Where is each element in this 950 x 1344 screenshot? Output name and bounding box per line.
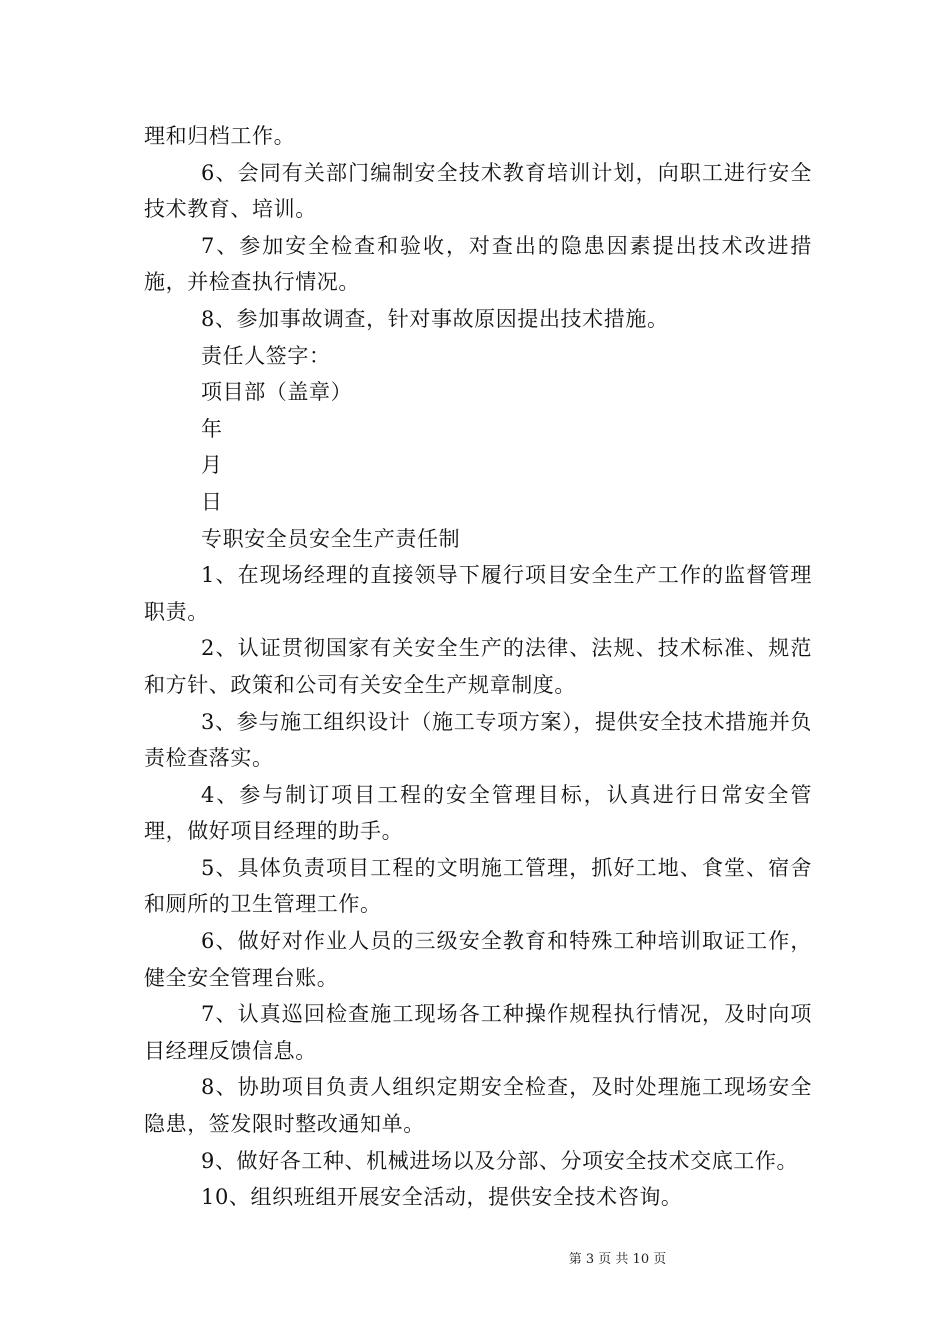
paragraph-item-8: 8、参加事故调查，针对事故原因提出技术措施。: [201, 306, 669, 331]
duty-item-4: 4、参与制订项目工程的安全管理目标，认真进行日常安全管理，做好项目经理的助手。: [144, 782, 812, 844]
duty-item-7: 7、认真巡回检查施工现场各工种操作规程执行情况，及时向项目经理反馈信息。: [144, 1002, 812, 1063]
page-number: 第 3 页 共 10 页: [568, 1252, 667, 1267]
duty-item-5: 5、具体负责项目工程的文明施工管理，抓好工地、食堂、宿舍和厕所的卫生管理工作。: [144, 855, 812, 917]
paragraph-item-6: 6、会同有关部门编制安全技术教育培训计划，向职工进行安全技术教育、培训。: [144, 160, 812, 222]
paragraph-continuation: 理和归档工作。: [144, 124, 296, 148]
date-month-label: 月: [201, 453, 223, 478]
duty-item-10: 10、组织班组开展安全活动，提供安全技术咨询。: [201, 1185, 683, 1210]
duty-item-8: 8、协助项目负责人组织定期安全检查，及时处理施工现场安全隐患，签发限时整改通知单。: [144, 1075, 812, 1137]
signature-label: 责任人签字：: [201, 343, 331, 368]
duty-item-3: 3、参与施工组织设计（施工专项方案），提供安全技术措施并负责检查落实。: [144, 709, 812, 771]
paragraph-item-7: 7、参加安全检查和验收，对查出的隐患因素提出技术改进措施，并检查执行情况。: [144, 233, 812, 295]
page-footer: [0, 1248, 950, 1267]
document-body: [144, 118, 812, 1216]
project-stamp-label: 项目部（盖章）: [201, 380, 353, 405]
duty-item-9: 9、做好各工种、机械进场以及分部、分项安全技术交底工作。: [201, 1148, 799, 1173]
section-title: 专职安全员安全生产责任制: [201, 526, 461, 551]
duty-item-1: 1、在现场经理的直接领导下履行项目安全生产工作的监督管理职责。: [144, 563, 812, 624]
date-year-label: 年: [201, 416, 223, 441]
duty-item-2: 2、认证贯彻国家有关安全生产的法律、法规、技术标准、规范和方针、政策和公司有关安全生产规章制度。: [144, 636, 812, 697]
duty-item-6: 6、做好对作业人员的三级安全教育和特殊工种培训取证工作，健全安全管理台账。: [144, 929, 812, 990]
date-day-label: 日: [201, 489, 223, 514]
